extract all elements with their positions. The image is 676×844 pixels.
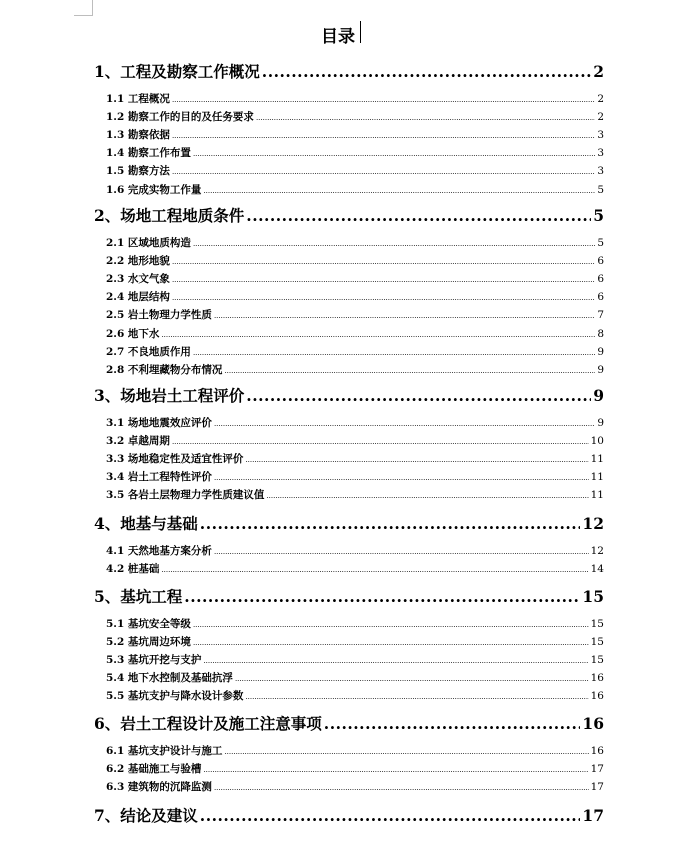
toc-page-number: 14	[590, 563, 604, 576]
toc-leader-dots	[224, 746, 588, 758]
toc-item-label: 5.2 基坑周边环境	[106, 636, 191, 649]
toc-item[interactable]	[106, 562, 604, 576]
text-cursor	[360, 21, 361, 43]
toc-leader-dots	[172, 436, 589, 448]
toc-page-number: 16	[582, 714, 604, 733]
toc-item[interactable]	[106, 254, 604, 268]
toc-leader-dots	[172, 292, 595, 304]
toc-item[interactable]	[106, 345, 604, 359]
toc-page-number: 6	[597, 291, 604, 304]
toc-leader-dots	[246, 386, 591, 406]
toc-item[interactable]	[106, 146, 604, 160]
toc-page-number: 11	[590, 489, 604, 502]
toc-leader-dots	[245, 454, 588, 466]
toc-item[interactable]	[106, 452, 604, 466]
toc-item[interactable]	[106, 128, 604, 142]
toc-leader-dots	[193, 148, 595, 160]
toc-heading-label: 6、岩土工程设计及施工注意事项	[94, 714, 322, 733]
toc-page-number: 17	[590, 781, 604, 794]
toc-leader-dots	[193, 637, 589, 649]
toc-leader-dots	[214, 546, 589, 558]
toc-leader-dots	[172, 130, 595, 142]
toc-heading[interactable]	[94, 587, 604, 607]
toc-item[interactable]	[106, 363, 604, 377]
toc-page-number: 9	[597, 363, 604, 376]
toc-heading[interactable]	[94, 806, 604, 826]
toc-item-label: 2.7 不良地质作用	[106, 345, 191, 358]
toc-item-label: 2.2 地形地貌	[106, 255, 170, 268]
toc-item[interactable]	[106, 470, 604, 484]
toc-leader-dots	[172, 166, 595, 178]
toc-leader-dots	[324, 714, 581, 734]
toc-heading-label: 1、工程及勘察工作概况	[94, 62, 260, 81]
toc-item-label: 1.4 勘察工作布置	[106, 147, 191, 160]
toc-item-label: 3.2 卓越周期	[106, 435, 170, 448]
toc-leader-dots	[246, 206, 591, 226]
toc-leader-dots	[193, 619, 589, 631]
toc-page-number: 9	[597, 417, 604, 429]
toc-item[interactable]	[106, 308, 604, 322]
toc-item-label: 5.3 基坑开挖与支护	[106, 654, 202, 667]
toc-page-number: 12	[582, 514, 604, 533]
toc-page-number: 17	[590, 763, 604, 776]
toc-item-label: 1.5 勘察方法	[106, 165, 170, 178]
toc-page-number: 3	[597, 129, 604, 142]
toc-leader-dots	[214, 782, 589, 794]
toc-heading[interactable]	[94, 714, 604, 734]
toc-heading-label: 4、地基与基础	[94, 514, 198, 533]
toc-item-label: 1.3 勘察依据	[106, 129, 170, 142]
toc-leader-dots	[214, 418, 595, 430]
toc-leader-dots	[193, 238, 595, 250]
toc-page-number: 15	[582, 587, 604, 606]
toc-item[interactable]	[106, 544, 604, 558]
toc-item[interactable]	[106, 92, 604, 106]
toc-heading-label: 7、结论及建议	[94, 806, 198, 825]
toc-leader-dots	[262, 62, 591, 82]
toc-page-number: 12	[590, 545, 604, 557]
toc-leader-dots	[200, 806, 581, 826]
toc-page-number: 11	[590, 453, 604, 466]
toc-item-label: 3.1 场地地震效应评价	[106, 417, 212, 429]
toc-page-number: 15	[590, 654, 604, 667]
toc-page-number: 5	[597, 183, 604, 196]
toc-page-number: 16	[590, 745, 604, 757]
page-corner-mark	[74, 0, 93, 16]
toc-item-label: 6.1 基坑支护设计与施工	[106, 745, 223, 757]
toc-heading-label: 5、基坑工程	[94, 587, 183, 606]
toc-leader-dots	[172, 256, 595, 268]
toc-item-label: 1.1 工程概况	[106, 93, 170, 105]
toc-heading-label: 3、场地岩土工程评价	[94, 386, 245, 405]
toc-page-number: 5	[597, 237, 604, 249]
toc-page-number: 3	[597, 147, 604, 160]
toc-item[interactable]	[106, 164, 604, 178]
toc-page-number: 2	[597, 111, 604, 124]
toc-item[interactable]	[106, 110, 604, 124]
toc-leader-dots	[256, 112, 595, 124]
toc-heading[interactable]	[94, 206, 604, 226]
toc-leader-dots	[214, 310, 595, 322]
toc-leader-dots	[245, 691, 588, 703]
toc-leader-dots	[200, 514, 581, 534]
toc-item[interactable]	[106, 762, 604, 776]
toc-item-label: 5.5 基坑支护与降水设计参数	[106, 690, 244, 703]
toc-item-label: 6.2 基础施工与验槽	[106, 763, 202, 776]
toc-page-number: 15	[590, 618, 604, 630]
toc-item-label: 3.3 场地稳定性及适宜性评价	[106, 453, 244, 466]
toc-leader-dots	[203, 185, 595, 197]
toc-page-number: 10	[590, 435, 604, 448]
toc-item-label: 2.6 地下水	[106, 327, 160, 340]
toc-item[interactable]	[106, 183, 604, 197]
toc-item[interactable]	[106, 744, 604, 758]
toc-page-number: 11	[590, 471, 604, 484]
toc-item-label: 5.1 基坑安全等级	[106, 618, 191, 630]
toc-leader-dots	[193, 347, 595, 359]
toc-leader-dots	[203, 655, 588, 667]
toc-item[interactable]	[106, 780, 604, 794]
toc-page-number: 2	[597, 93, 604, 105]
toc-leader-dots	[214, 472, 589, 484]
toc-page-number: 9	[593, 386, 604, 405]
toc-leader-dots	[161, 329, 595, 341]
toc-page-number: 8	[597, 327, 604, 340]
toc-item[interactable]	[106, 617, 604, 631]
toc-leader-dots	[266, 490, 588, 502]
toc-item[interactable]	[106, 653, 604, 667]
toc-leader-dots	[172, 94, 595, 106]
toc-leader-dots	[161, 564, 588, 576]
toc-page-number: 16	[590, 672, 604, 685]
toc-item-label: 3.5 各岩土层物理力学性质建议值	[106, 489, 265, 502]
toc-item-label: 4.2 桩基础	[106, 563, 160, 576]
toc-page-number: 16	[590, 690, 604, 703]
toc-item[interactable]	[106, 635, 604, 649]
toc-item[interactable]	[106, 488, 604, 502]
toc-item-label: 2.4 地层结构	[106, 291, 170, 304]
toc-heading[interactable]	[94, 386, 604, 406]
toc-page-number: 3	[597, 165, 604, 178]
toc-page-number: 6	[597, 255, 604, 268]
toc-item-label: 1.6 完成实物工作量	[106, 183, 202, 196]
toc-item[interactable]	[106, 327, 604, 341]
toc-item[interactable]	[106, 671, 604, 685]
toc-page-number: 2	[593, 62, 604, 81]
toc-item-label: 1.2 勘察工作的目的及任务要求	[106, 111, 254, 124]
toc-item-label: 4.1 天然地基方案分析	[106, 545, 212, 557]
toc-leader-dots	[184, 587, 580, 607]
toc-leader-dots	[235, 673, 589, 685]
toc-page-number: 17	[582, 806, 604, 825]
toc-page-number: 6	[597, 273, 604, 286]
toc-page-number: 5	[593, 206, 604, 225]
toc-item[interactable]	[106, 236, 604, 250]
toc-item[interactable]	[106, 290, 604, 304]
toc-heading[interactable]	[94, 62, 604, 82]
toc-heading-label: 2、场地工程地质条件	[94, 206, 245, 225]
toc-item[interactable]	[106, 689, 604, 703]
toc-leader-dots	[203, 764, 588, 776]
toc-item-label: 2.8 不利埋藏物分布情况	[106, 363, 223, 376]
toc-heading[interactable]	[94, 514, 604, 534]
toc-item-label: 2.1 区域地质构造	[106, 237, 191, 249]
toc-item[interactable]	[106, 416, 604, 430]
toc-page-number: 15	[590, 636, 604, 649]
toc-page-number: 9	[597, 345, 604, 358]
toc-page-number: 7	[597, 309, 604, 322]
toc-leader-dots	[224, 365, 595, 377]
toc-item-label: 2.5 岩土物理力学性质	[106, 309, 212, 322]
toc-item[interactable]	[106, 434, 604, 448]
page-title: 目录	[321, 27, 355, 47]
toc-leader-dots	[172, 274, 595, 286]
toc-item-label: 6.3 建筑物的沉降监测	[106, 781, 212, 794]
toc-item[interactable]	[106, 272, 604, 286]
toc-item-label: 5.4 地下水控制及基础抗浮	[106, 672, 233, 685]
toc-item-label: 3.4 岩土工程特性评价	[106, 471, 212, 484]
toc-item-label: 2.3 水文气象	[106, 273, 170, 286]
